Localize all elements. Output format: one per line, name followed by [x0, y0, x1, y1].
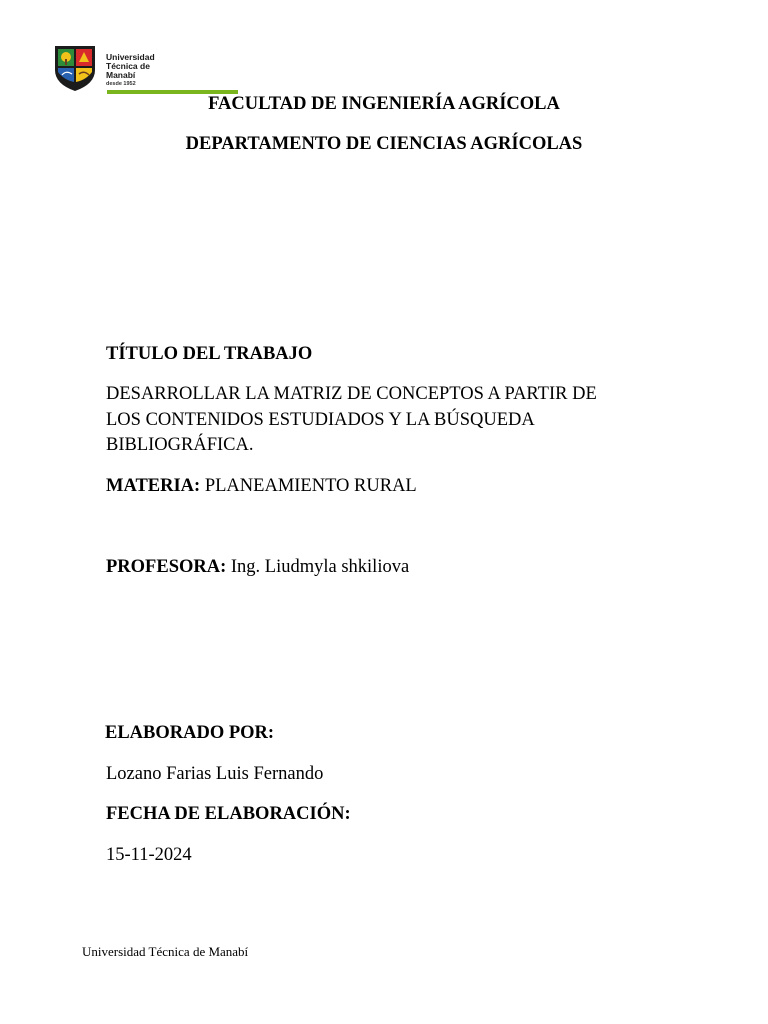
university-logo: [52, 44, 162, 94]
logo-wordmark: [106, 53, 155, 89]
author-value: Lozano Farias Luis Fernando: [106, 764, 324, 784]
logo-line: Manabí: [106, 70, 136, 80]
professor-row: [106, 555, 409, 580]
logo-line: Universidad: [106, 52, 155, 62]
professor-value: Ing. Liudmyla shkiliova: [226, 557, 410, 577]
university-shield-icon: [52, 44, 98, 92]
footer-text: Universidad Técnica de Manabí: [82, 944, 249, 959]
faculty-heading: FACULTAD DE INGENIERÍA AGRÍCOLA: [208, 94, 560, 114]
title-line: BIBLIOGRÁFICA.: [106, 435, 254, 455]
subject-row: [106, 474, 417, 499]
date-value: 15-11-2024: [106, 845, 192, 865]
title-label: TÍTULO DEL TRABAJO: [106, 344, 313, 364]
title-line: LOS CONTENIDOS ESTUDIADOS Y LA BÚSQUEDA: [106, 410, 535, 430]
department-heading: DEPARTAMENTO DE CIENCIAS AGRÍCOLAS: [185, 134, 583, 154]
professor-label: PROFESORA:: [106, 557, 227, 577]
logo-line: Técnica de: [106, 61, 150, 71]
author-label: ELABORADO POR:: [105, 723, 275, 743]
date-label: FECHA DE ELABORACIÓN:: [106, 804, 351, 824]
logo-since: desde 1952: [106, 81, 136, 87]
title-line: DESARROLLAR LA MATRIZ DE CONCEPTOS A PARTIR DE: [106, 384, 597, 404]
subject-label: MATERIA:: [106, 476, 201, 496]
subject-value: PLANEAMIENTO RURAL: [200, 476, 417, 496]
